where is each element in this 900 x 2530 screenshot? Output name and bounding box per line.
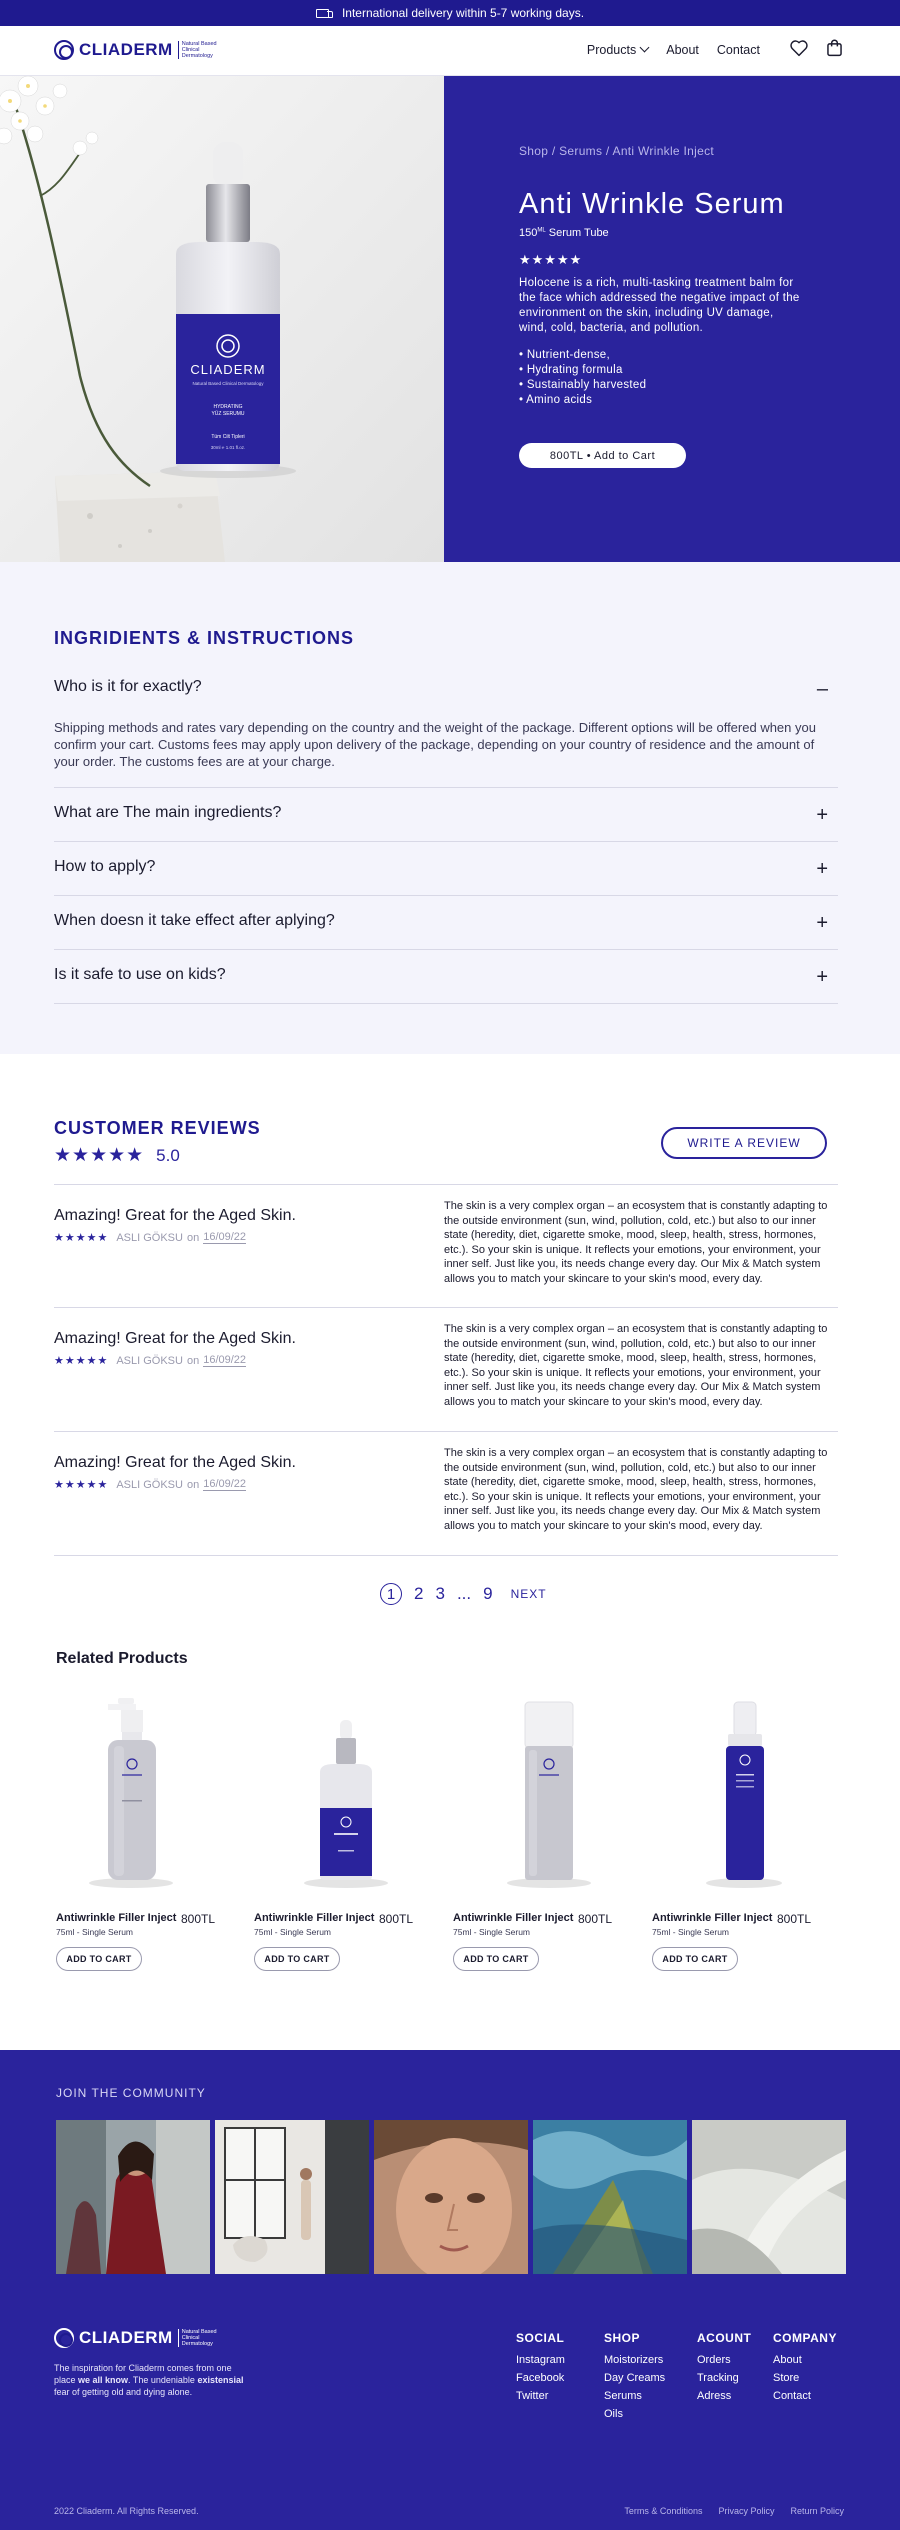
page-ellipsis: ... [456, 1584, 472, 1603]
footer-link[interactable]: Serums [604, 2390, 642, 2402]
bottle-line2: YÜZ SERUMU [211, 411, 245, 417]
product-rating: ★★★★★ [519, 252, 583, 267]
product-image [453, 1690, 643, 1900]
nav-products[interactable] [587, 43, 648, 57]
product-name[interactable]: Antiwrinkle Filler Inject [652, 1912, 773, 1924]
return-policy-link[interactable]: Return Policy [790, 2506, 844, 2516]
footer-col-company [773, 2331, 837, 2405]
accordion-question: Who is it for exactly? [54, 678, 202, 695]
accordion-item[interactable] [54, 788, 838, 842]
feature-item: • Nutrient-dense, [519, 349, 610, 361]
volume-unit: ML [537, 227, 546, 234]
footer-col-social [516, 2331, 565, 2405]
add-to-cart-button[interactable]: 800TL • Add to Cart [519, 443, 686, 468]
privacy-link[interactable]: Privacy Policy [718, 2506, 775, 2516]
footer-link[interactable]: Oils [604, 2408, 623, 2420]
ingredients-title: INGRIDIENTS & INSTRUCTIONS [54, 628, 355, 648]
copyright: 2022 Cliaderm. All Rights Reserved. [54, 2506, 199, 2516]
review-card [54, 1308, 838, 1432]
expand-icon[interactable]: + [816, 858, 828, 880]
product-card[interactable] [453, 1690, 643, 1980]
add-to-cart-button[interactable]: ADD TO CART [652, 1947, 738, 1971]
accordion-item[interactable] [54, 896, 838, 950]
footer-link[interactable]: Adress [697, 2390, 732, 2402]
footer-link[interactable]: Contact [773, 2390, 811, 2402]
footer-description-bold: existensial [197, 2375, 244, 2385]
footer-col-heading: ACOUNT [697, 2331, 752, 2345]
accordion-item[interactable] [54, 950, 838, 1004]
nav-contact[interactable]: Contact [716, 43, 760, 57]
summary-score: 5.0 [156, 1145, 180, 1165]
page-current[interactable]: 1 [380, 1583, 402, 1605]
review-card [54, 1432, 838, 1556]
footer-link[interactable]: Instagram [516, 2354, 565, 2366]
review-meta [54, 1478, 246, 1491]
feature-item: • Sustainably harvested [519, 379, 647, 391]
accordion-question: When doesn it take effect after aplying? [54, 912, 335, 929]
product-image [652, 1690, 842, 1900]
product-name[interactable]: Antiwrinkle Filler Inject [453, 1912, 574, 1924]
footer-link[interactable]: Twitter [516, 2390, 549, 2402]
product-type: Serum Tube [545, 227, 609, 239]
feature-item: • Hydrating formula [519, 364, 623, 376]
product-name[interactable]: Antiwrinkle Filler Inject [254, 1912, 375, 1924]
review-on: on [186, 1354, 200, 1367]
review-author: ASLI GÖKSU [116, 1478, 183, 1491]
review-text: The skin is a very complex organ – an ecosystem that is constantly adapting to the outside environment (sun, wind, pollution, cold, etc.) but also to our inner state (heredity, diet, cigarette smoke, mood, sleep, health, stress, hormones, etc.). So your skin is unique. It reflects your emotions, your environment, your inner self. Just like you, its needs change every day. Our Mix & Match system allows you to match your skincare to your skin's mood, every day. [444, 1200, 828, 1285]
review-text: The skin is a very complex organ – an ecosystem that is constantly adapting to the outside environment (sun, wind, pollution, cold, etc.) but also to our inner state (heredity, diet, cigarette smoke, mood, sleep, health, stress, hormones, etc.). So your skin is unique. It reflects your emotions, your environment, your inner self. Just like you, its needs change every day. Our Mix & Match system allows you to match your skincare to your skin's mood, every day. [444, 1323, 828, 1408]
footer-description-pre: The inspiration for Cliaderm comes from one place [54, 2363, 232, 2385]
volume-value: 150 [519, 227, 538, 239]
review-date: 16/09/22 [203, 1354, 247, 1366]
review-meta [54, 1231, 246, 1244]
logo-tagline: Natural Based Clinical Dermatology [178, 2329, 230, 2347]
product-card[interactable] [254, 1690, 444, 1980]
logo-tagline: Natural Based Clinical Dermatology [178, 41, 230, 59]
footer-link[interactable]: About [773, 2354, 802, 2366]
logo-wordmark: CLIADERM [79, 40, 173, 59]
product-size: 75ml - Single Serum [453, 1927, 531, 1937]
footer-col-heading: COMPANY [773, 2331, 837, 2345]
review-title: Amazing! Great for the Aged Skin. [54, 1330, 296, 1347]
product-size: 75ml - Single Serum [56, 1927, 134, 1937]
page-link[interactable]: 2 [414, 1584, 424, 1603]
expand-icon[interactable]: + [816, 966, 828, 988]
page-link[interactable]: 3 [435, 1584, 445, 1603]
footer-description [54, 2362, 244, 2398]
product-price: 800TL [181, 1912, 216, 1926]
product-price: 800TL [777, 1912, 812, 1926]
accordion-item[interactable] [54, 842, 838, 896]
product-photo [0, 76, 444, 562]
legal-links [624, 2506, 844, 2516]
footer-description-bold: we all know [78, 2375, 129, 2385]
delivery-banner [0, 0, 900, 26]
hero-product-image [0, 76, 444, 562]
expand-icon[interactable]: + [816, 804, 828, 826]
review-on: on [186, 1231, 200, 1244]
community-photo-face[interactable] [374, 2120, 528, 2274]
review-meta [54, 1354, 246, 1367]
reviews-summary [54, 1144, 180, 1167]
main-nav [0, 26, 900, 76]
footer-col-shop [604, 2331, 665, 2423]
footer-col-heading: SOCIAL [516, 2331, 565, 2345]
next-page-button[interactable]: NEXT [510, 1587, 547, 1601]
reviews-title: CUSTOMER REVIEWS [54, 1118, 261, 1138]
footer-link[interactable]: Day Creams [604, 2372, 666, 2384]
site-footer [0, 2050, 900, 2530]
product-image [254, 1690, 444, 1900]
hero-info-panel [444, 76, 900, 562]
add-to-cart-button[interactable]: ADD TO CART [254, 1947, 340, 1971]
product-subtitle [519, 227, 609, 239]
review-title: Amazing! Great for the Aged Skin. [54, 1454, 296, 1471]
summary-stars: ★★★★★ [54, 1145, 145, 1166]
feature-item: • Amino acids [519, 394, 593, 406]
add-to-cart-button[interactable]: ADD TO CART [453, 1947, 539, 1971]
product-size: 75ml - Single Serum [652, 1927, 730, 1937]
bottle-line1: HYDRATING [213, 404, 243, 410]
footer-col-account [697, 2331, 751, 2405]
bottle-brand: CLIADERM [190, 362, 266, 377]
accordion-answer: Shipping methods and rates vary depending on the country and the weight of the package. Different options will be offered when you confirm your cart. Customs fees may apply upon delivery of the package, depending on your country of residence and the amount of your order. The customs fees are at your charge. [54, 720, 816, 769]
product-description: Holocene is a rich, multi-tasking treatment balm for the face which addressed the negative impact of the environment on the skin, including UV damage, wind, cold, bacteria, and pollution. [519, 277, 800, 334]
product-size: 75ml - Single Serum [254, 1927, 332, 1937]
bottle-line3: Tüm Cilt Tipleri [211, 434, 245, 440]
review-author: ASLI GÖKSU [116, 1354, 183, 1367]
review-stars: ★★★★★ [54, 1232, 109, 1244]
logo-mark-icon [54, 40, 74, 60]
breadcrumb[interactable]: Shop / Serums / Anti Wrinkle Inject [519, 144, 715, 158]
footer-link[interactable]: Tracking [697, 2372, 739, 2384]
brand-logo[interactable] [54, 40, 230, 60]
footer-link[interactable]: Orders [697, 2354, 731, 2366]
product-title: Anti Wrinkle Serum [519, 188, 785, 220]
review-stars: ★★★★★ [54, 1355, 109, 1367]
accordion-question: Is it safe to use on kids? [54, 966, 226, 983]
logo-mark-icon [54, 2328, 74, 2348]
feature-list [519, 348, 646, 408]
product-price: 800TL [379, 1912, 414, 1926]
write-review-button[interactable]: WRITE A REVIEW [661, 1127, 827, 1159]
join-community-title: JOIN THE COMMUNITY [56, 2086, 206, 2100]
terms-link[interactable]: Terms & Conditions [624, 2506, 703, 2516]
pagination [380, 1583, 547, 1605]
nav-products-label: Products [586, 43, 637, 57]
community-photo-woman-mirror[interactable] [56, 2120, 210, 2274]
review-card [54, 1184, 838, 1308]
accordion-question: How to apply? [54, 858, 156, 875]
review-author: ASLI GÖKSU [116, 1231, 183, 1244]
footer-link[interactable]: Store [773, 2372, 800, 2384]
accordion-item-open[interactable] [54, 664, 838, 788]
review-text: The skin is a very complex organ – an ecosystem that is constantly adapting to the outside environment (sun, wind, pollution, cold, etc.) but also to our inner state (heredity, diet, cigarette smoke, mood, sleep, health, stress, hormones, etc.). So your skin is unique. It reflects your emotions, your environment, your inner self. Just like you, its needs change every day. Our Mix & Match system allows you to match your skincare to your skin's mood, every day. [444, 1447, 828, 1532]
review-date: 16/09/22 [203, 1231, 247, 1243]
footer-link[interactable]: Facebook [516, 2372, 565, 2384]
expand-icon[interactable]: + [816, 912, 828, 934]
footer-logo[interactable] [54, 2328, 230, 2348]
accordion-question: What are The main ingredients? [54, 804, 282, 821]
related-title: Related Products [56, 1650, 188, 1667]
community-photo-water[interactable] [533, 2120, 687, 2274]
bag-icon[interactable] [826, 39, 843, 57]
review-title: Amazing! Great for the Aged Skin. [54, 1207, 296, 1224]
review-on: on [186, 1478, 200, 1491]
footer-description-post: fear of getting old and dying alone. [54, 2387, 193, 2397]
bottle-tagline: Natural Based Clinical Dermatology [192, 381, 264, 386]
nav-links [587, 43, 760, 57]
product-card[interactable] [56, 1690, 246, 1980]
footer-link[interactable]: Moistorizers [604, 2354, 664, 2366]
logo-wordmark: CLIADERM [79, 2328, 173, 2347]
nav-about[interactable]: About [666, 43, 699, 57]
delivery-text: International delivery within 5-7 working days. [341, 6, 585, 20]
community-photo-fabric[interactable] [692, 2120, 846, 2274]
page-link[interactable]: 9 [483, 1584, 493, 1603]
product-price: 800TL [578, 1912, 613, 1926]
product-image [56, 1690, 246, 1900]
community-photo-interior[interactable] [215, 2120, 369, 2274]
heart-icon[interactable] [789, 39, 809, 57]
product-card[interactable] [652, 1690, 842, 1980]
product-name[interactable]: Antiwrinkle Filler Inject [56, 1912, 177, 1924]
chevron-down-icon [640, 43, 650, 53]
collapse-icon[interactable]: – [816, 678, 828, 700]
ingredients-section [0, 562, 900, 1054]
bottle-line4: 30ml ℮ 1.01 fl.oz. [210, 445, 246, 450]
footer-col-heading: SHOP [604, 2331, 641, 2345]
add-to-cart-button[interactable]: ADD TO CART [56, 1947, 142, 1971]
review-stars: ★★★★★ [54, 1479, 109, 1491]
footer-description-mid: . The undeniable [128, 2375, 198, 2385]
truck-icon [316, 8, 334, 19]
review-date: 16/09/22 [203, 1478, 247, 1490]
